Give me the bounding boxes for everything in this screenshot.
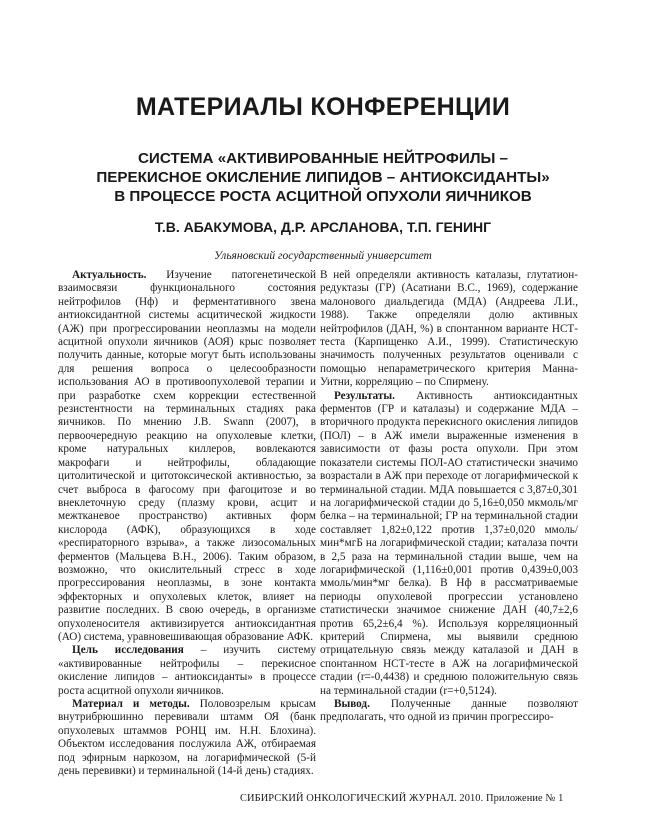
methods-text: Половозрелым крысам внутрибрюшинно перевивали штамм ОЯ (банк опухолевых штаммов РОНЦ им. Н.Н. Блохина). Объектом исследования послужила АЖ, отбираемая под эфирным наркозом, на логарифмической (5-й день перевивки) и терминальной (14-й день) стадиях. [58,698,316,778]
methods-paragraph-continued [320,269,578,390]
title-line: ПЕРЕКИСНОЕ ОКИСЛЕНИЕ ЛИПИДОВ – АНТИОКСИДАНТЫ» [96,169,550,186]
aim-heading: Цель исследования [72,644,184,657]
title-line: СИСТЕМА «АКТИВИРОВАННЫЕ НЕЙТРОФИЛЫ – [137,150,509,167]
section-heading: МАТЕРИАЛЫ КОНФЕРЕНЦИИ [135,93,511,121]
aim-text: – изучить систему «активированные нейтрофилы – перекисное окисление липидов – антиоксиданты» в процессе роста асцитной опухоли яичников. [58,644,316,697]
results-text: Активность антиоксидантных ферментов (ГР и каталазы) и содержание МДА – вторичного продукта перекисного окисления липидов (ПОЛ) – в АЖ имели выраженные изменения в зависимости от фазы роста опухоли. При этом показатели системы ПОЛ-АО статистически значимо возрастали в АЖ при переходе от логарифмической к терминальной стадии. МДА повышается с 3,87±0,301 на логарифмической стадии до 5,16±0,050 мкмоль/мг белка – на терминальной; ГР на терминальной стадии составляет 1,82±0,122 против 1,37±0,020 ммоль/мин*мгБ на логарифмической стадии; каталаза почти в 2,5 раза на терминальной стадии выше, чем на логарифмической (1,116±0,001 против 0,439±0,003 ммоль/мин*мг белка). В Нф в рассматриваемые периоды опухолевой прогрессии установлено статистически значимое снижение ДАН (40,7±2,6 против 65,2±6,4 %). Используя корреляционный критерий Спирмена, мы выявили среднюю отрицательную связь между каталазой и ДАН в спонтанном НСТ-тесте в АЖ на логарифмической стадии (r=-0,4438) и среднюю положительную связь на терминальной стадии (r=+0,5124). [320,389,578,697]
affiliation: Ульяновский государственный университет [214,250,432,262]
authors: Т.В. АБАКУМОВА, Д.Р. АРСЛАНОВА, Т.П. ГЕНИНГ [154,219,492,235]
methods-heading: Материал и методы. [72,698,190,710]
results-paragraph [320,390,578,698]
column-left [58,269,316,778]
conclusion-text: Полученные данные позволяют предполагать, что одной из причин прогрессиро- [320,698,578,724]
relevance-paragraph [58,269,316,644]
article-title [0,149,646,206]
relevance-heading: Актуальность. [72,269,147,281]
results-heading: Результаты. [334,389,395,402]
aim-paragraph [58,644,316,698]
methods-paragraph [58,698,316,778]
column-right [320,269,578,725]
journal-footer: СИБИРСКИЙ ОНКОЛОГИЧЕСКИЙ ЖУРНАЛ. 2010. Приложение № 1 [240,793,564,804]
relevance-text: Изучение патогенетической взаимосвязи функционального состояния нейтрофилов (Нф) и ферментативного звена антиоксидантной системы асцитической жидкости (АЖ) при прогрессировании неоплазмы на модели асцитной опухоли яичников (АОЯ) крыс позволяет получить данные, которые могут быть использованы для решения вопроса о целесообразности использования АО в противоопухолевой терапии и при разработке схем коррекции естественной резистентности на терминальных стадиях рака яичников. По мнению J.B. Swann (2007), в первоочередную реакцию на опухолевые клетки, кроме натуральных киллеров, вовлекаются макрофаги и нейтрофилы, обладающие цитолитической и цитотоксической активностью, за счет выброса в фагосому при фагоцитозе и во внеклеточную среду (плазму крови, асцит и межтканевое пространство) активных форм кислорода (АФК), образующихся в ходе «респираторного взрыва», а также лизосомальных ферментов (Мальцева В.Н., 2006). Таким образом, возможно, что окислительный стресс в ходе прогрессирования неоплазмы, в зоне контакта эффекторных и опухолевых клеток, влияет на развитие последних. В свою очередь, в организме опухоленосителя активизируется антиоксидантная (АО) система, уравновешивающая образование АФК. [58,269,317,643]
conclusion-heading: Вывод. [334,698,370,710]
title-line: В ПРОЦЕССЕ РОСТА АСЦИТНОЙ ОПУХОЛИ ЯИЧНИКОВ [114,188,532,205]
conclusion-paragraph [320,698,578,725]
methods-text-continued: В ней определяли активность каталазы, глутатион-редуктазы (ГР) (Асатиани В.С., 1969), содержание малонового диальдегида (МДА) (Андреева Л.И., 1988). Также определяли долю активных нейтрофилов (ДАН, %) в спонтанном варианте НСТ-теста (Карпищенко А.И., 1999). Статистическую значимость полученных результатов оценивали с помощью непараметрического критерия Манна-Уитни, корреляцию – по Спирмену. [320,269,578,389]
